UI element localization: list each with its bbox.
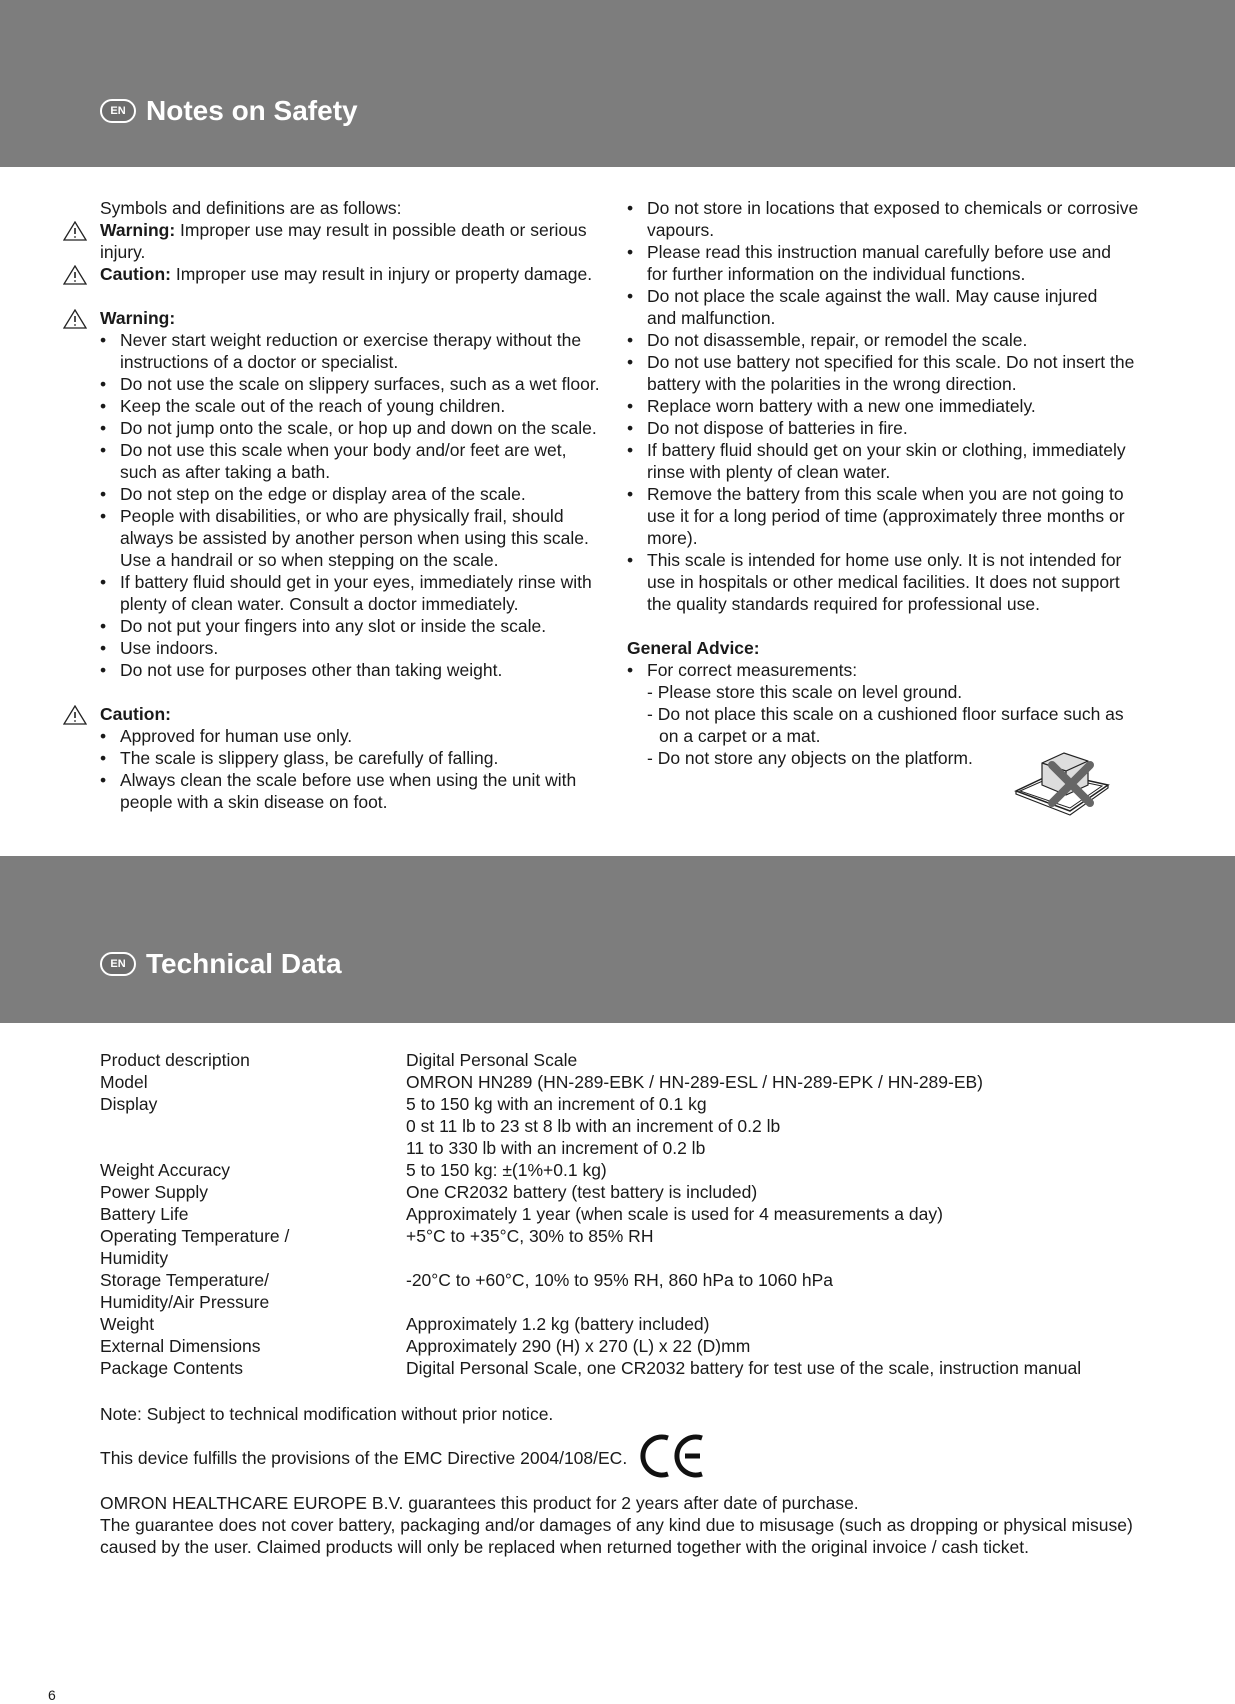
spec-label-line: Weight Accuracy: [100, 1160, 231, 1180]
spec-value-line: One CR2032 battery (test battery is included): [406, 1182, 758, 1202]
spec-value-line: OMRON HN289 (HN-289-EBK / HN-289-ESL / HN-289-EPK / HN-289-EB): [406, 1072, 984, 1092]
safety-item: [627, 439, 1127, 483]
caution-def-text: Improper use may result in injury or property damage.: [175, 264, 593, 284]
spec-value-line: Approximately 1.2 kg (battery included): [406, 1314, 710, 1334]
warning-list: [100, 329, 600, 681]
safety-item: [627, 285, 1127, 329]
spec-row: [100, 1093, 1081, 1159]
warning-item: [100, 417, 600, 439]
caution-item: [100, 747, 600, 769]
safety-item-text: vapours.: [647, 220, 715, 240]
safety-item: [627, 417, 1127, 439]
caution-definition: [100, 263, 600, 285]
warning-item-text: such as after taking a bath.: [120, 462, 331, 482]
safety-item-text: use it for a long period of time (approximately three months or: [647, 506, 1125, 526]
warning-triangle-icon: [63, 309, 87, 329]
advice-bullet-text: For correct measurements:: [647, 660, 858, 680]
safety-title: Notes on Safety: [146, 95, 358, 126]
spec-value-line: Approximately 1 year (when scale is used for 4 measurements a day): [406, 1204, 943, 1224]
safety-item-text: the quality standards required for professional use.: [647, 594, 1041, 614]
general-advice-heading: General Advice:: [627, 638, 760, 658]
caution-item-text: people with a skin disease on foot.: [120, 792, 388, 812]
safety-item: [627, 351, 1135, 395]
spec-value: [406, 1159, 1081, 1181]
warning-item: [100, 659, 600, 681]
tech-title: Technical Data: [146, 948, 342, 979]
spec-value-line: 11 to 330 lb with an increment of 0.2 lb: [406, 1138, 706, 1158]
spec-label: [100, 1313, 406, 1335]
spec-label: [100, 1093, 406, 1159]
warning-item-text: • Use indoors.: [120, 638, 219, 658]
spec-row: [100, 1269, 1081, 1313]
spec-label: [100, 1335, 406, 1357]
advice-item-cushioned: - Do not place this scale on a cushioned floor surface such as: [647, 704, 1124, 724]
safety-item: [627, 395, 1127, 417]
tech-header-band: [0, 856, 1235, 1023]
spec-value: [406, 1313, 1081, 1335]
safety-item-text: • Do not disassemble, repair, or remodel the scale.: [647, 330, 1028, 350]
en-language-icon: EN: [100, 952, 136, 976]
en-language-icon: EN: [100, 99, 136, 123]
warning-item: [100, 571, 600, 615]
spec-label: [100, 1357, 406, 1379]
safety-left-column: [100, 197, 600, 813]
caution-list: [100, 725, 600, 813]
advice-item-cushioned-cont: on a carpet or a mat.: [659, 726, 821, 746]
spec-value-line: -20°C to +60°C, 10% to 95% RH, 860 hPa to 1060 hPa: [406, 1270, 833, 1290]
warning-def-text: Improper use may result in possible death or serious: [180, 220, 587, 240]
spec-label: [100, 1269, 406, 1313]
spec-row: [100, 1225, 1081, 1269]
warning-item: [100, 439, 600, 483]
safety-item-text: • Please read this instruction manual carefully before use and: [647, 242, 1112, 262]
spec-value: [406, 1269, 1081, 1313]
safety-item-text: • Do not place the scale against the wall. May cause injured: [647, 286, 1098, 306]
guarantee-line-1: OMRON HEALTHCARE EUROPE B.V. guarantees this product for 2 years after date of purchase.: [100, 1493, 859, 1513]
spec-label: [100, 1225, 406, 1269]
caution-item-text: • Always clean the scale before use when using the unit with: [120, 770, 577, 790]
warning-item-text: • Do not jump onto the scale, or hop up and down on the scale.: [120, 418, 597, 438]
emc-statement: This device fulfills the provisions of the EMC Directive 2004/108/EC.: [100, 1448, 628, 1468]
spec-label: [100, 1203, 406, 1225]
warning-item-text: • Do not use for purposes other than taking weight.: [120, 660, 503, 680]
advice-item-level-ground: - Please store this scale on level ground.: [647, 682, 963, 702]
warning-item-text: • Keep the scale out of the reach of young children.: [120, 396, 506, 416]
caution-def-label: Caution:: [100, 264, 171, 284]
spec-value: [406, 1181, 1081, 1203]
spec-row: [100, 1181, 1081, 1203]
spec-value: [406, 1357, 1081, 1379]
spec-label: [100, 1049, 406, 1071]
safety-item-text: rinse with plenty of clean water.: [647, 462, 891, 482]
spec-row: [100, 1335, 1081, 1357]
spec-value: [406, 1203, 1081, 1225]
warning-item-text: instructions of a doctor or specialist.: [120, 352, 399, 372]
spec-value: [406, 1071, 1081, 1093]
caution-item: [100, 725, 600, 747]
guarantee-text: [100, 1492, 1133, 1558]
spec-label-line: Battery Life: [100, 1204, 189, 1224]
spec-row: [100, 1357, 1081, 1379]
spec-value-line: 0 st 11 lb to 23 st 8 lb with an increment of 0.2 lb: [406, 1116, 781, 1136]
warning-item: [100, 329, 600, 373]
warning-item-text: • Do not step on the edge or display area of the scale.: [120, 484, 526, 504]
warning-item-text: • Do not use the scale on slippery surfaces, such as a wet floor.: [120, 374, 600, 394]
warning-item-text: • Do not put your fingers into any slot or inside the scale.: [120, 616, 547, 636]
spec-row: [100, 1313, 1081, 1335]
spec-row: [100, 1071, 1081, 1093]
ce-mark-logo: [640, 1433, 708, 1479]
tech-spec-table: [100, 1049, 1081, 1379]
warning-triangle-icon: [63, 221, 87, 241]
advice-item-no-objects: - Do not store any objects on the platform.: [647, 748, 973, 768]
spec-label-line: Storage Temperature/: [100, 1270, 269, 1290]
spec-row: [100, 1049, 1081, 1071]
safety-item-text: and malfunction.: [647, 308, 776, 328]
spec-label-line: Power Supply: [100, 1182, 208, 1202]
warning-item-text: Use a handrail or so when stepping on the scale.: [120, 550, 499, 570]
spec-label-line: Model: [100, 1072, 148, 1092]
spec-value: [406, 1335, 1081, 1357]
no-objects-on-scale-illustration: [1014, 745, 1110, 817]
advice-bullet: [627, 659, 1127, 681]
warning-heading: Warning:: [100, 308, 176, 328]
safety-item-text: • Do not use battery not specified for this scale. Do not insert the: [647, 352, 1135, 372]
caution-item: [100, 769, 600, 813]
warning-item: [100, 483, 600, 505]
safety-item: [627, 329, 1127, 351]
safety-item: [627, 241, 1127, 285]
warning-item-text: • Do not use this scale when your body and/or feet are wet,: [120, 440, 567, 460]
tech-title-row: [100, 948, 342, 980]
spec-value: [406, 1049, 1081, 1071]
warning-def-text-cont: injury.: [100, 242, 146, 262]
spec-value: [406, 1093, 1081, 1159]
guarantee-line-3: caused by the user. Claimed products will only be replaced when returned together with the original invoice / cash ticket.: [100, 1537, 1029, 1557]
warning-definition: [100, 219, 600, 241]
tech-note: Note: Subject to technical modification without prior notice.: [100, 1404, 554, 1424]
spec-row: [100, 1159, 1081, 1181]
spec-label-line: Humidity/Air Pressure: [100, 1292, 270, 1312]
warning-item: [100, 373, 600, 395]
spec-value-line: Digital Personal Scale: [406, 1050, 578, 1070]
safety-item-text: • Remove the battery from this scale when you are not going to: [647, 484, 1124, 504]
safety-item-text: for further information on the individual functions.: [647, 264, 1026, 284]
safety-item-text: • This scale is intended for home use only. It is not intended for: [647, 550, 1122, 570]
spec-value: [406, 1225, 1081, 1269]
safety-header-band: [0, 0, 1235, 167]
warning-item-text: • Never start weight reduction or exercise therapy without the: [120, 330, 582, 350]
caution-item-text: • Approved for human use only.: [120, 726, 353, 746]
spec-value-line: +5°C to +35°C, 30% to 85% RH: [406, 1226, 654, 1246]
spec-label: [100, 1071, 406, 1093]
caution-heading: Caution:: [100, 704, 171, 724]
spec-label-line: Humidity: [100, 1248, 169, 1268]
spec-label-line: Operating Temperature /: [100, 1226, 290, 1246]
safety-title-row: [100, 95, 358, 127]
safety-item-text: • If battery fluid should get on your skin or clothing, immediately: [647, 440, 1126, 460]
guarantee-line-2: The guarantee does not cover battery, packaging and/or damages of any kind due to misusage (such as dropping or physical misuse): [100, 1515, 1133, 1535]
safety-item: [627, 483, 1127, 549]
caution-triangle-icon: [63, 705, 87, 725]
caution-triangle-icon: [63, 265, 87, 285]
page-number: 6: [48, 1687, 56, 1703]
spec-label-line: Package Contents: [100, 1358, 244, 1378]
safety-item-text: • Replace worn battery with a new one immediately.: [647, 396, 1036, 416]
safety-item-text: more).: [647, 528, 698, 548]
warning-item-text: • If battery fluid should get in your eyes, immediately rinse with: [120, 572, 592, 592]
warning-item-text: • People with disabilities, or who are physically frail, should: [120, 506, 564, 526]
spec-value-line: Approximately 290 (H) x 270 (L) x 22 (D)mm: [406, 1336, 751, 1356]
caution-heading-row: [100, 703, 600, 725]
spec-value-line: 5 to 150 kg: ±(1%+0.1 kg): [406, 1160, 607, 1180]
spec-label-line: External Dimensions: [100, 1336, 261, 1356]
safety-right-column: [627, 197, 1139, 769]
safety-item: [627, 549, 1127, 615]
warning-def-label: Warning:: [100, 220, 176, 240]
warning-item: [100, 637, 600, 659]
spec-label: [100, 1181, 406, 1203]
safety-item-text: use in hospitals or other medical facilities. It does not support: [647, 572, 1120, 592]
warning-item: [100, 505, 600, 571]
warning-item-text: always be assisted by another person when using this scale.: [120, 528, 589, 548]
spec-value-line: 5 to 150 kg with an increment of 0.1 kg: [406, 1094, 707, 1114]
spec-label-line: Product description: [100, 1050, 250, 1070]
warning-heading-row: [100, 307, 600, 329]
safety-right-list: [627, 197, 1139, 615]
safety-item: [627, 197, 1139, 241]
symbols-intro: Symbols and definitions are as follows:: [100, 198, 402, 218]
safety-item-text: battery with the polarities in the wrong direction.: [647, 374, 1017, 394]
spec-label-line: Display: [100, 1094, 158, 1114]
warning-item: [100, 615, 600, 637]
spec-value-line: Digital Personal Scale, one CR2032 battery for test use of the scale, instruction manual: [406, 1358, 1082, 1378]
safety-item-text: • Do not store in locations that exposed to chemicals or corrosive: [647, 198, 1139, 218]
spec-row: [100, 1203, 1081, 1225]
spec-label: [100, 1159, 406, 1181]
warning-item: [100, 395, 600, 417]
warning-item-text: plenty of clean water. Consult a doctor immediately.: [120, 594, 519, 614]
safety-item-text: • Do not dispose of batteries in fire.: [647, 418, 908, 438]
spec-label-line: Weight: [100, 1314, 155, 1334]
caution-item-text: • The scale is slippery glass, be carefully of falling.: [120, 748, 499, 768]
